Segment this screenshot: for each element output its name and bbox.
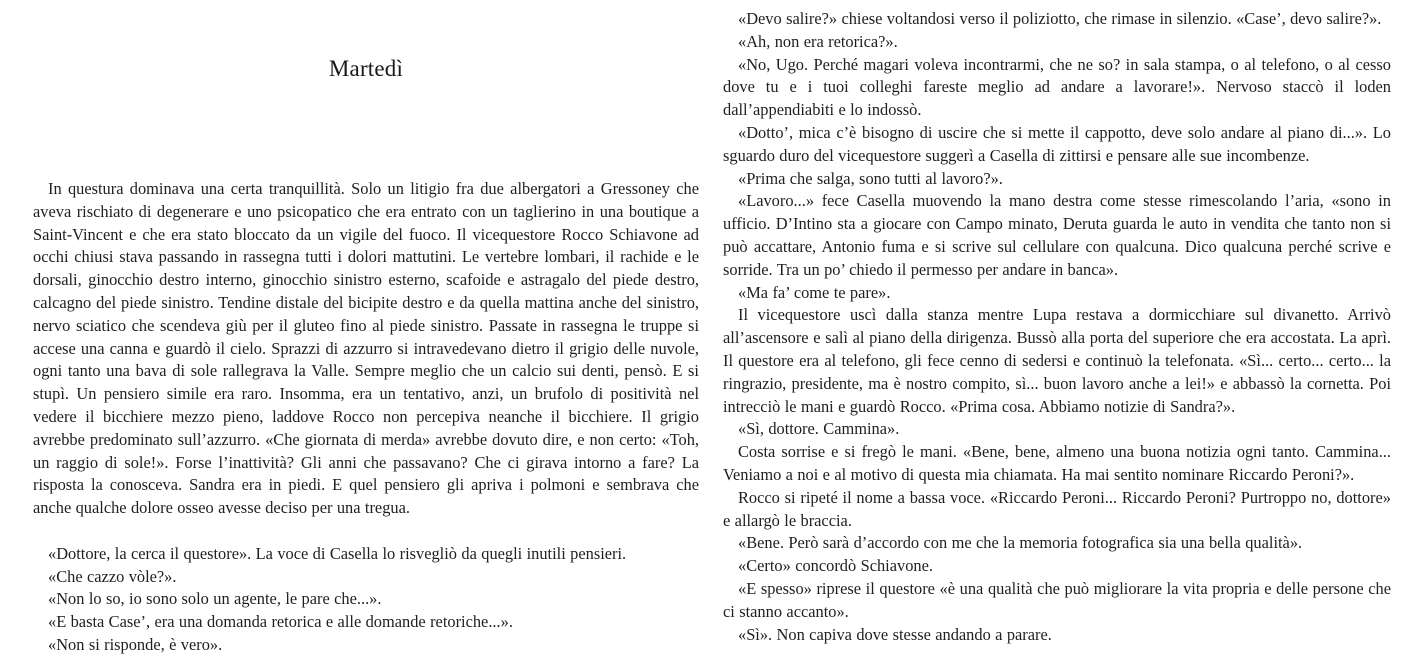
right-page [723, 0, 1391, 654]
dialogue-block [33, 543, 699, 654]
paragraph: «Sì, dottore. Cammina». [738, 419, 900, 439]
paragraph: Costa sorrise e si fregò le mani. «Bene, bene, almeno una buona notizia ogni tanto. Cammina... Veniamo a noi e al motivo di questa mia chiamata. Ha mai sentito nominare Riccardo Peroni?». [723, 442, 1391, 484]
paragraph: «Ah, non era retorica?». [738, 31, 898, 51]
dialogue-line: «Dottore, la cerca il questore». La voce di Casella lo risvegliò da quegli inutili pensieri. [48, 543, 627, 563]
paragraph: «Sì». Non capiva dove stesse andando a parare. [738, 624, 1052, 644]
paragraph: «E spesso» riprese il questore «è una qualità che può migliorare la vita propria e delle persone che ci stanno accanto». [723, 578, 1391, 621]
dialogue-line: «Non si risponde, è vero». [48, 634, 223, 654]
paragraph: «No, Ugo. Perché magari voleva incontrarmi, che ne so? in sala stampa, o al telefono, o al cesso dove tu e i tuoi colleghi fareste meglio ad andare a lavorare!». Nervoso staccò il loden dall’appendiabiti e lo indossò. [723, 54, 1391, 120]
paragraph: Rocco si ripeté il nome a bassa voce. «Riccardo Peroni... Riccardo Peroni? Purtroppo no, dottore» e allargò le braccia. [723, 487, 1391, 530]
paragraph: «Bene. Però sarà d’accordo con me che la memoria fotografica sia una bella qualità». [738, 533, 1303, 553]
paragraph: Il vicequestore uscì dalla stanza mentre Lupa restava a dormicchiare sul divanetto. Arrivò all’ascensore e salì al piano della dirigenza. Bussò alla porta del superiore che era accostata. La aprì. Il questore era al telefono, gli fece cenno di sedersi e continuò la telefonata. «Sì... certo... certo... la ringrazio, presidente, ma è nostro compito, sì... buon lavoro anche a lei!» e abbassò la cornetta. Poi intrecciò le mani e guardò Rocco. «Prima cosa. Abbiamo notizie di Sandra?». [723, 305, 1391, 416]
paragraph: «Dotto’, mica c’è bisogno di uscire che si mette il cappotto, deve solo andare al piano di...». Lo sguardo duro del vicequestore suggerì a Casella di zittirsi e pensare alle sue incombenze. [723, 122, 1391, 165]
paragraph: «Ma fa’ come te pare». [738, 282, 891, 302]
paragraph: «Certo» concordò Schiavone. [738, 556, 933, 576]
left-page-body [33, 178, 699, 654]
dialogue-line: «Che cazzo vòle?». [48, 566, 177, 586]
paragraph: «Lavoro...» fece Casella muovendo la mano destra come stesse rimescolando l’aria, «sono in ufficio. D’Intino sta a giocare con Campo minato, Deruta guarda le auto in vendita che tanto non si può accattare, Antonio fuma e si scrive sul cellulare con qualcuna. Dico qualcuna perché scrive e sorride. Tra un po’ chiedo il permesso per andare in banca». [723, 191, 1391, 279]
left-page [33, 0, 699, 654]
paragraph: In questura dominava una certa tranquillità. Solo un litigio fra due albergatori a Gressoney che aveva rischiato di degenerare e uno psicopatico che era entrato con un taglierino in una boutique a Saint-Vincent e che era stato bloccato da un vigile del fuoco. Il vicequestore Rocco Schiavone ad occhi chiusi stava passando in rassegna tutti i dolori mattutini. Le vertebre lombari, il rachide e le dorsali, ginocchio destro interno, ginocchio sinistro esterno, scafoide e astragalo del piede destro, calcagno del piede sinistro. Tendine distale del bicipite destro e da quella mattina anche del sinistro, nervo sciatico che scendeva giù per il gluteo fino al piede sinistro. Passate in rassegna le truppe si accese una canna e guardò il cielo. Sprazzi di azzurro si intravedevano dietro il grigio delle nuvole, ogni tanto una bava di sole rallegrava la Valle. Sempre meglio che un calcio sui denti, pensò. E si stupì. Un pensiero simile era raro. Insomma, era un tentativo, anzi, un brufolo di positività nel vedere il bicchiere mezzo pieno, laddove Rocco non percepiva neanche il bicchiere. Il grigio avrebbe predominato sull’azzurro. «Che giornata di merda» avrebbe dovuto dire, e non certo: «Toh, un raggio di sole!». Forse l’inattività? Gli anni che passavano? Che ci girava intorno a fare? La risposta la conosceva. Sandra era in piedi. E quel pensiero gli apriva i polmoni e sembrava che anche qualche dolore osseo avesse deciso per una tregua. [33, 179, 699, 518]
paragraph: «Prima che salga, sono tutti al lavoro?». [738, 168, 1003, 188]
paragraph: «Devo salire?» chiese voltandosi verso il poliziotto, che rimase in silenzio. «Case’, devo salire?». [738, 9, 1382, 28]
dialogue-line: «Non lo so, io sono solo un agente, le pare che...». [48, 589, 382, 609]
chapter-title: Martedì [328, 56, 404, 81]
dialogue-line: «E basta Case’, era una domanda retorica e alle domande retoriche...». [48, 612, 513, 632]
